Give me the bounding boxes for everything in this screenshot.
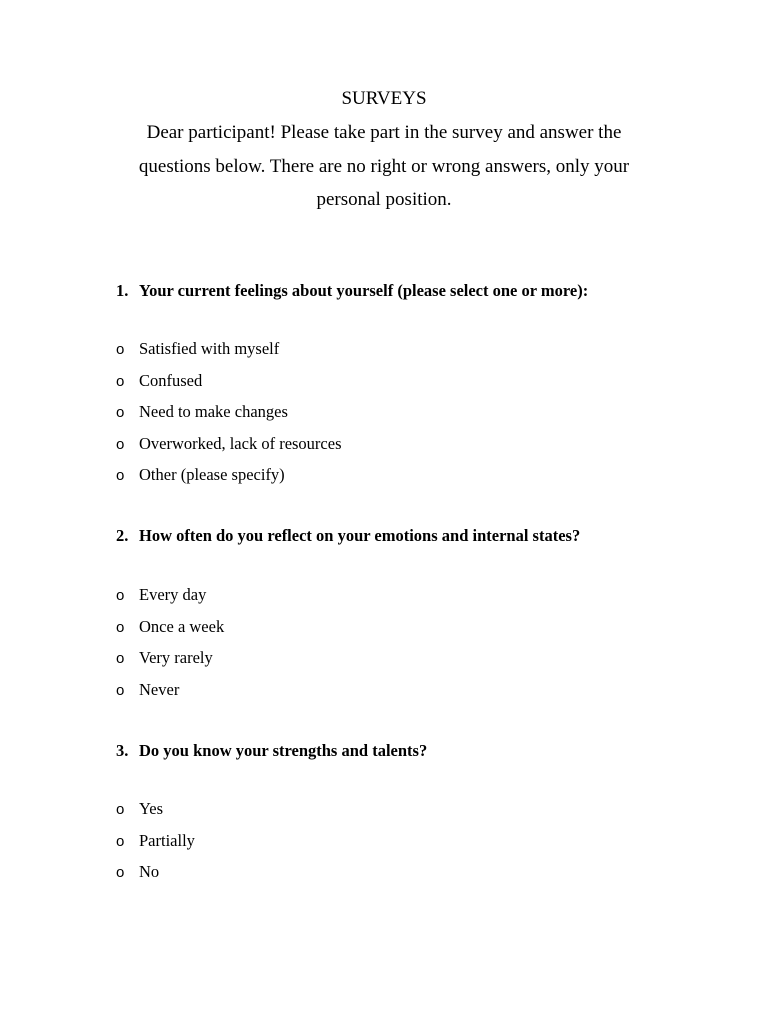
- question-3-options: [116, 793, 195, 888]
- question-number: 3.: [116, 741, 129, 760]
- option-partially[interactable]: [116, 825, 195, 857]
- question-1: [116, 281, 588, 301]
- circle-bullet-icon: o: [116, 650, 125, 667]
- option-label: Yes: [139, 799, 164, 818]
- option-every-day[interactable]: [116, 579, 224, 611]
- option-need-to-make-changes[interactable]: [116, 396, 342, 428]
- circle-bullet-icon: o: [116, 587, 125, 604]
- question-number: 1.: [116, 281, 129, 300]
- option-overworked[interactable]: [116, 428, 342, 460]
- option-label: Partially: [139, 830, 195, 850]
- circle-bullet-icon: o: [116, 801, 125, 818]
- intro-paragraph: Dear participant! Please take part in the survey and answer the questions below. There are no right or wrong answers, only your personal position.: [138, 122, 630, 210]
- option-other[interactable]: [116, 459, 342, 491]
- option-label: Satisfied with myself: [139, 339, 280, 358]
- option-no[interactable]: [116, 856, 195, 888]
- question-2-options: [116, 579, 224, 705]
- option-label: Once a week: [139, 616, 225, 636]
- option-label: Need to make changes: [139, 402, 288, 421]
- option-confused[interactable]: [116, 365, 342, 397]
- page-title: SURVEYS: [341, 88, 427, 109]
- circle-bullet-icon: o: [116, 404, 125, 421]
- circle-bullet-icon: o: [116, 864, 125, 881]
- question-3: [116, 741, 427, 761]
- option-label: Every day: [139, 585, 207, 604]
- circle-bullet-icon: o: [116, 832, 125, 850]
- option-label: Other (please specify): [139, 465, 285, 484]
- circle-bullet-icon: o: [116, 435, 125, 453]
- question-text: Do you know your strengths and talents?: [139, 741, 428, 760]
- circle-bullet-icon: o: [116, 372, 125, 390]
- option-label: No: [139, 862, 160, 881]
- option-label: Never: [139, 679, 180, 699]
- option-very-rarely[interactable]: [116, 642, 224, 674]
- option-yes[interactable]: [116, 793, 195, 825]
- option-satisfied-with-myself[interactable]: [116, 333, 342, 365]
- option-label: Very rarely: [139, 648, 213, 667]
- question-text: Your current feelings about yourself (please select one or more):: [139, 281, 589, 300]
- option-never[interactable]: [116, 674, 224, 706]
- circle-bullet-icon: o: [116, 618, 125, 636]
- question-2: [116, 526, 580, 546]
- question-1-options: [116, 333, 342, 491]
- question-number: 2.: [116, 526, 129, 545]
- option-label: Overworked, lack of resources: [139, 433, 342, 453]
- option-once-a-week[interactable]: [116, 611, 224, 643]
- option-label: Confused: [139, 370, 203, 390]
- question-text: How often do you reflect on your emotions and internal states?: [139, 526, 581, 545]
- circle-bullet-icon: o: [116, 681, 125, 699]
- circle-bullet-icon: o: [116, 467, 125, 484]
- circle-bullet-icon: o: [116, 341, 125, 358]
